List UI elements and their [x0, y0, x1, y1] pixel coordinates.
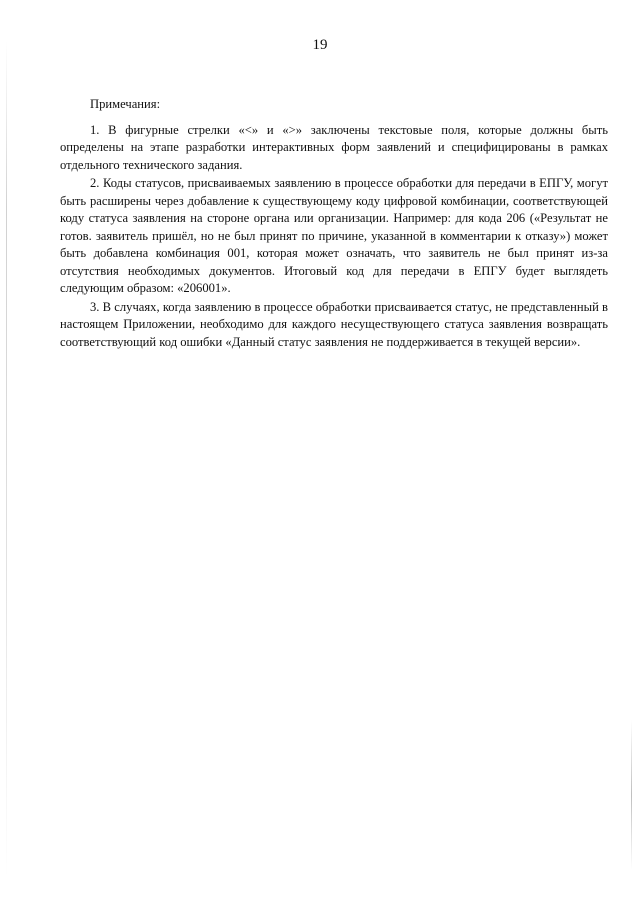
- scan-edge-right: [631, 720, 632, 870]
- note-item-2: 2. Коды статусов, присваиваемых заявлению в процессе обработки для передачи в ЕПГУ, могут быть расширены через добавление к существующему коду цифровой комбинации, соответствующей коду статуса заявления на стороне органа или организации. Например: для кода 206 («Результат не готов. заявитель пришёл, но не был принят по причине, указанной в комментарии к отказу») может быть добавлена комбинация 001, которая может означать, что заявитель не был принят из-за отсутствия необходимых документов. Итоговый код для передачи в ЕПГУ будет выглядеть следующим образом: «206001».: [60, 176, 608, 295]
- note-item-3: 3. В случаях, когда заявлению в процессе обработки присваивается статус, не представленный в настоящем Приложении, необходимо для каждого несуществующего статуса заявления возвращать соответствующий код ошибки «Данный статус заявления не поддерживается в текущей версии».: [60, 299, 608, 349]
- notes-section: [60, 96, 608, 352]
- page-number: 19: [312, 37, 328, 53]
- note-item-1: 1. В фигурные стрелки «<» и «>» заключены текстовые поля, которые должны быть определены на этапе разработки интерактивных форм заявлений и специфицированы в рамках отдельного технического задания.: [60, 122, 608, 172]
- scan-edge-left: [6, 40, 7, 880]
- notes-title: Примечания:: [90, 97, 161, 111]
